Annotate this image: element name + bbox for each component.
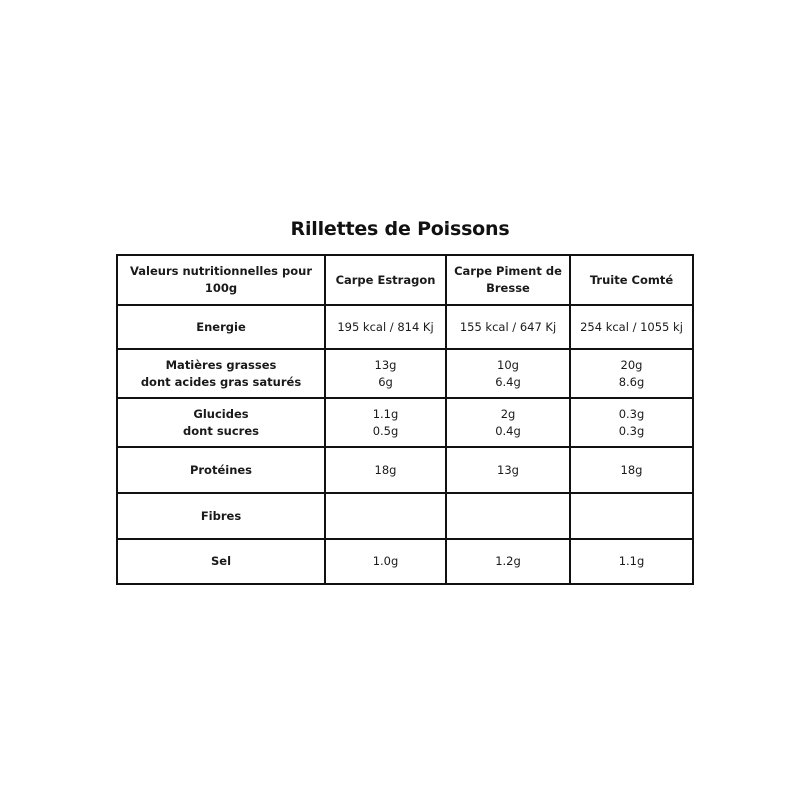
row-label-subline: dont acides gras saturés xyxy=(140,374,302,389)
cell-value: 1.0g xyxy=(372,554,399,568)
table-cell xyxy=(325,349,446,398)
cell-value: 10g xyxy=(497,357,519,372)
cell-value: 155 kcal / 647 Kj xyxy=(459,319,557,334)
table-title: Rillettes de Poissons xyxy=(290,218,510,240)
row-label-energie xyxy=(117,305,325,349)
row-label-matieres-grasses xyxy=(117,349,325,398)
row-label-glucides xyxy=(117,398,325,447)
row-label-proteines xyxy=(117,447,325,493)
header-cell-carpe-piment: Carpe Piment de Bresse xyxy=(446,255,570,305)
cell-subvalue: 0.5g xyxy=(372,423,399,438)
table-cell xyxy=(325,398,446,447)
cell-value: 1.1g xyxy=(618,554,645,568)
row-label-fibres xyxy=(117,493,325,539)
row-label-line: Fibres xyxy=(200,508,242,523)
table-cell xyxy=(325,539,446,584)
table-cell xyxy=(446,349,570,398)
cell-subvalue: 8.6g xyxy=(618,374,645,389)
nutrition-table xyxy=(116,254,694,585)
row-label-line: Sel xyxy=(210,554,232,568)
table-cell xyxy=(570,349,693,398)
cell-value: 13g xyxy=(497,462,519,477)
table-row-proteines xyxy=(117,447,693,493)
cell-value: 20g xyxy=(620,357,643,372)
table-row-sel xyxy=(117,539,693,584)
cell-value: 13g xyxy=(374,357,397,372)
table-cell xyxy=(446,305,570,349)
table-cell-empty xyxy=(325,493,446,539)
header-cell-nutrition-label: Valeurs nutritionnelles pour 100g xyxy=(117,255,325,305)
cell-subvalue: 6.4g xyxy=(495,374,521,389)
cell-subvalue: 6g xyxy=(378,374,393,389)
table-cell xyxy=(570,539,693,584)
header-cell-carpe-estragon: Carpe Estragon xyxy=(325,255,446,305)
cell-value: 0.3g xyxy=(618,406,645,421)
row-label-line: Matières grasses xyxy=(165,357,277,372)
cell-value: 18g xyxy=(620,462,643,477)
row-label-line: Glucides xyxy=(193,406,249,421)
cell-value: 254 kcal / 1055 kj xyxy=(580,319,683,334)
header-cell-truite-comte: Truite Comté xyxy=(570,255,693,305)
row-label-line: Protéines xyxy=(189,462,253,477)
cell-value: 2g xyxy=(500,406,516,421)
cell-value: 1.2g xyxy=(495,554,521,568)
row-label-sel xyxy=(117,539,325,584)
table-row-energie xyxy=(117,305,693,349)
cell-value: 1.1g xyxy=(372,406,399,421)
table-cell-empty xyxy=(446,493,570,539)
table-cell xyxy=(570,305,693,349)
table-cell xyxy=(570,398,693,447)
cell-value: 195 kcal / 814 Kj xyxy=(337,319,434,334)
table-row-matieres-grasses xyxy=(117,349,693,398)
table-cell-empty xyxy=(570,493,693,539)
table-header-row xyxy=(117,255,693,305)
table-cell xyxy=(446,398,570,447)
row-label-line: Energie xyxy=(196,319,246,334)
table-row-glucides xyxy=(117,398,693,447)
table-row-fibres xyxy=(117,493,693,539)
table-cell xyxy=(325,447,446,493)
cell-subvalue: 0.3g xyxy=(618,423,645,438)
table-cell xyxy=(325,305,446,349)
table-cell xyxy=(446,539,570,584)
table-cell xyxy=(446,447,570,493)
row-label-subline: dont sucres xyxy=(183,423,259,438)
table-cell xyxy=(570,447,693,493)
cell-subvalue: 0.4g xyxy=(495,423,521,438)
cell-value: 18g xyxy=(374,462,397,477)
